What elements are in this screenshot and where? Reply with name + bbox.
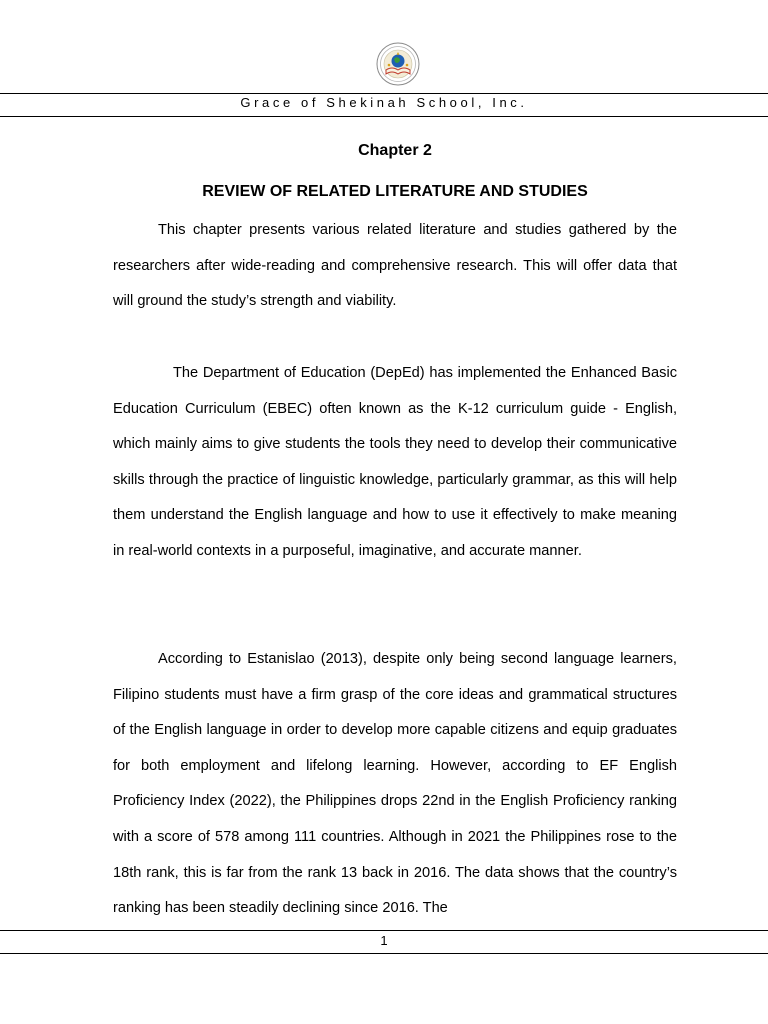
school-name-header: Grace of Shekinah School, Inc. (240, 95, 528, 110)
header-top-rule (0, 93, 768, 94)
body-paragraph-estanislao: According to Estanislao (2013), despite only being second language learners, Filipino students must have a firm grasp of the core ideas and grammatical structures of the English language in order to develop more capable citizens and equip graduates for both employment and lifelong learning. However, according to EF English Proficiency Index (2022), the Philippines drops 22nd in the English Proficiency ranking with a score of 578 among 111 countries. Although in 2021 the Philippines rose to the 18th rank, this is far from the rank 13 back in 2016. The data shows that the country’s ranking has been steadily declining since 2016. The (113, 651, 677, 917)
body-paragraph-intro: This chapter presents various related literature and studies gathered by the researchers after wide-reading and comprehensive research. This will offer data that will ground the study’s strength and viability. (113, 222, 677, 310)
body-paragraph-deped: The Department of Education (DepEd) has implemented the Enhanced Basic Education Curriculum (EBEC) often known as the K-12 curriculum guide - English, which mainly aims to give students the tools they need to develop their communicative skills through the practice of linguistic knowledge, particularly grammar, as this will help them understand the English language and how to use it effectively to make meaning in real-world contexts in a purposeful, imaginative, and accurate manner. (113, 365, 677, 559)
header-bottom-rule (0, 116, 768, 117)
footer-bottom-rule (0, 953, 768, 954)
school-seal-logo (376, 42, 420, 86)
footer-top-rule (0, 930, 768, 931)
chapter-number: Chapter 2 (358, 142, 432, 159)
page-number: 1 (380, 933, 388, 948)
chapter-title: REVIEW OF RELATED LITERATURE AND STUDIES (202, 183, 588, 200)
